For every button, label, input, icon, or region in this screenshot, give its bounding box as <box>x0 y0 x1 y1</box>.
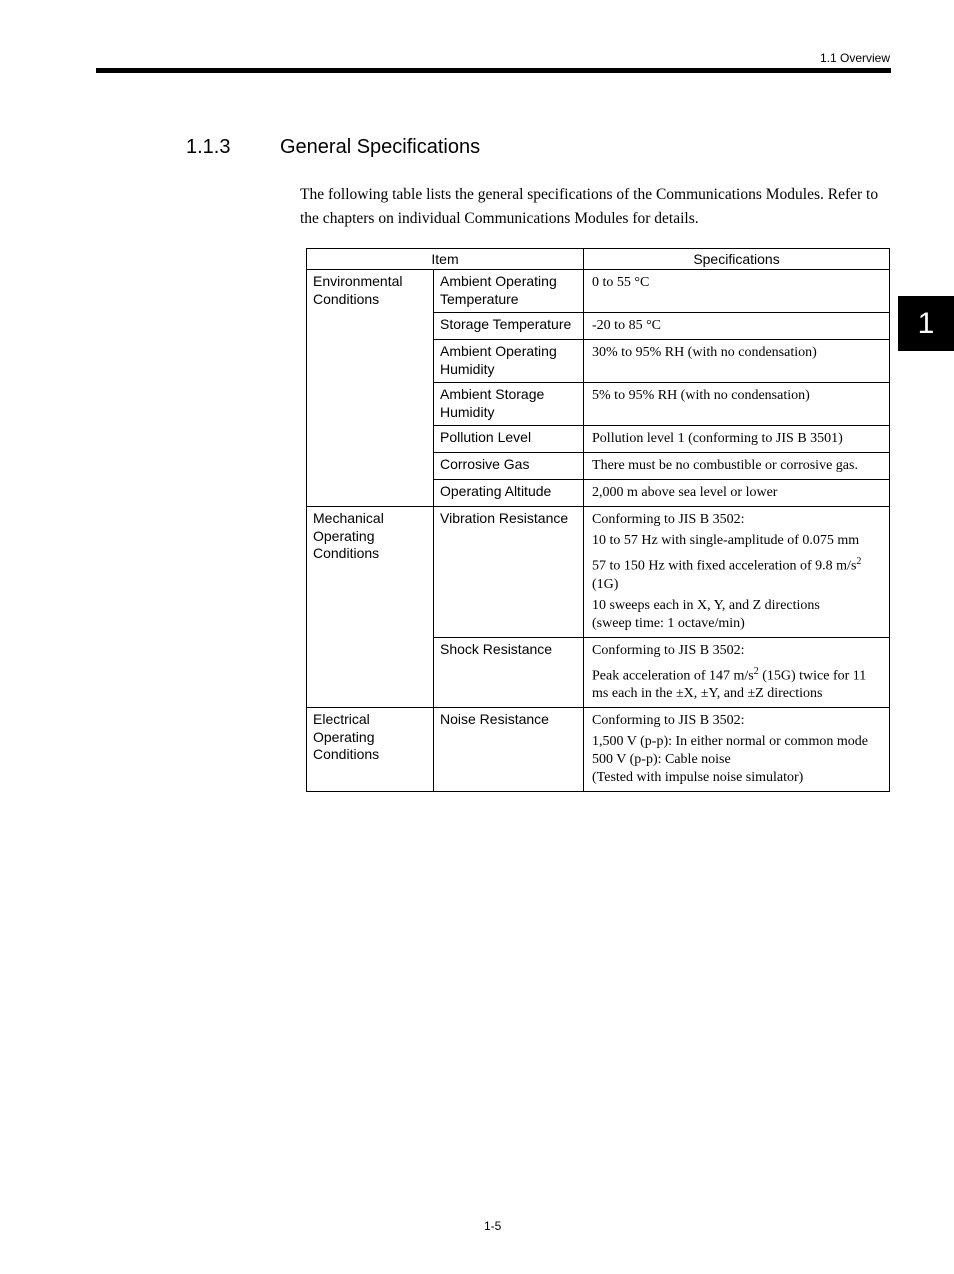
group-electrical: Electrical Operating Conditions <box>307 708 434 792</box>
spec-cell <box>584 708 890 792</box>
spec-line: Conforming to JIS B 3502: <box>592 512 745 527</box>
spec-cell: 5% to 95% RH (with no condensation) <box>584 383 890 426</box>
spec-line: Peak acceleration of 147 $m/s^2$ (15G) twice for 11 ms each in the ±X, ±Y, and ±Z directions <box>592 665 867 702</box>
spec-cell: -20 to 85 °C <box>584 313 890 340</box>
spec-line: (Tested with impulse noise simulator) <box>592 770 804 786</box>
table-row <box>307 507 890 638</box>
item-cell: Vibration Resistance <box>434 507 584 638</box>
item-cell: Shock Resistance <box>434 637 584 708</box>
spec-line: 57 to 150 Hz with fixed acceleration of 9.8 $m/s^2$ <box>592 556 862 574</box>
table-row <box>307 708 890 792</box>
spec-line: 500 V (p-p): Cable noise <box>592 752 731 768</box>
chapter-tab: 1 <box>898 296 954 351</box>
header-item: Item <box>307 249 584 270</box>
spec-line: 10 sweeps each in X, Y, and Z directions <box>592 597 820 613</box>
spec-cell: 30% to 95% RH (with no condensation) <box>584 340 890 383</box>
spec-line: Conforming to JIS B 3502: <box>592 642 745 658</box>
item-cell: Corrosive Gas <box>434 453 584 480</box>
item-cell: Operating Altitude <box>434 480 584 507</box>
spec-cell: 0 to 55 °C <box>584 270 890 313</box>
spec-line: (1G) <box>592 576 619 592</box>
section-number: 1.1.3 <box>186 136 231 158</box>
spec-line: (sweep time: 1 octave/min) <box>592 615 745 631</box>
spec-cell <box>584 507 890 638</box>
item-cell: Ambient Operating Temperature <box>434 270 584 313</box>
spec-line: 1,500 V (p-p): In either normal or common mode <box>592 734 868 750</box>
header-spec: Specifications <box>584 249 890 270</box>
header-rule <box>96 68 891 73</box>
spec-table <box>306 248 890 792</box>
item-cell: Ambient Operating Humidity <box>434 340 584 383</box>
group-mechanical: Mechanical Operating Conditions <box>307 507 434 708</box>
intro-paragraph: The following table lists the general specifications of the Communications Modules. Refer to the chapters on individual Communications Modules for details. <box>300 186 879 227</box>
table-header-row <box>307 249 890 270</box>
item-cell: Pollution Level <box>434 426 584 453</box>
item-cell: Storage Temperature <box>434 313 584 340</box>
spec-cell: Pollution level 1 (conforming to JIS B 3501) <box>584 426 890 453</box>
spec-cell <box>584 637 890 708</box>
spec-cell: There must be no combustible or corrosive gas. <box>584 453 890 480</box>
spec-line: 10 to 57 Hz with single-amplitude of 0.075 mm <box>592 533 860 548</box>
spec-line: Conforming to JIS B 3502: <box>592 713 745 729</box>
table-row <box>307 270 890 313</box>
section-title: General Specifications <box>280 136 481 158</box>
running-head: 1.1 Overview <box>819 51 890 65</box>
item-cell: Noise Resistance <box>434 708 584 792</box>
item-cell: Ambient Storage Humidity <box>434 383 584 426</box>
spec-cell: 2,000 m above sea level or lower <box>584 480 890 507</box>
page-number: 1-5 <box>484 1219 502 1233</box>
group-environmental: Environmental Conditions <box>307 270 434 507</box>
section-heading <box>186 136 480 159</box>
